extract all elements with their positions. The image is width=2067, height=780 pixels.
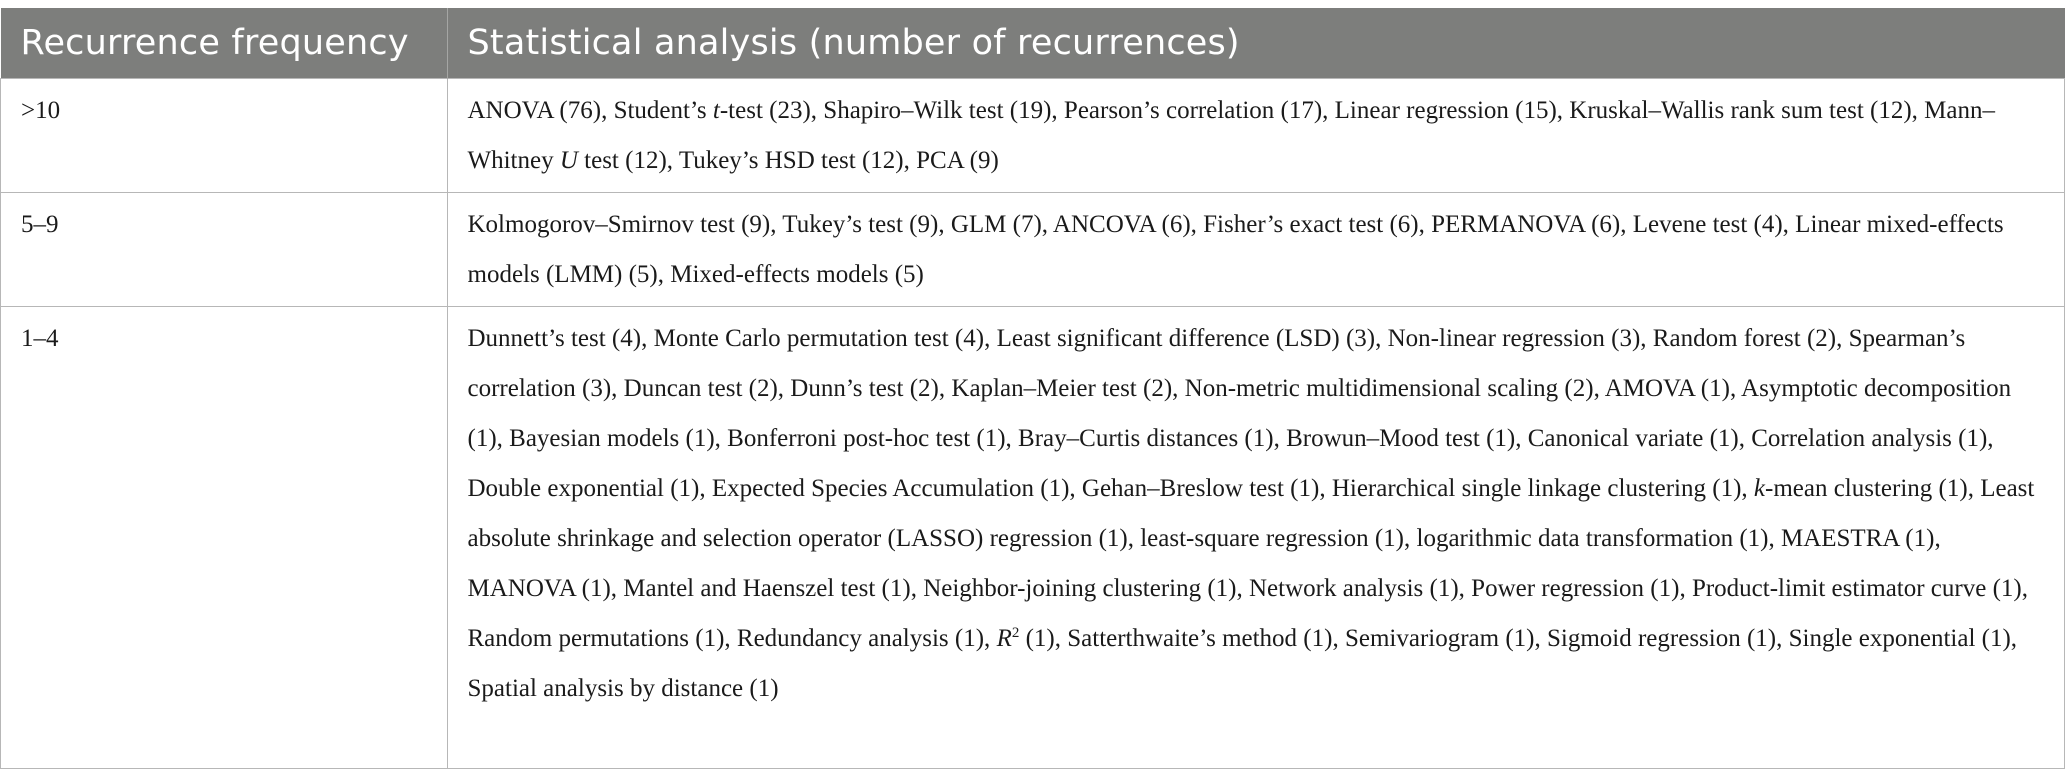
analysis-text-run: Dunnett’s test (4), Monte Carlo permutation test (4), Least significant difference (LSD) (3), Non-linear regression (3), Random forest (2), Spearman’s correlation (3), Duncan test (2), Dunn’s test (2), Kaplan–Meier test (2), Non-metric multidimensional scaling (2), AMOVA (1), Asymptotic decomposition (1), Bayesian models (1), Bonferroni post-hoc test (1), Bray–Curtis distances (1), Browun–Mood test (1), Canonical variate (1), Correlation analysis (1), Double exponential (1), Expected Species Accumulation (1), Gehan–Breslow test (1), Hierarchical single linkage clustering (1),	[467, 325, 2012, 502]
analysis-text-run: test (12), Tukey’s HSD test (12), PCA (9)	[577, 147, 999, 174]
analysis-text-run: k	[1753, 475, 1765, 502]
analysis-text-run: U	[559, 147, 578, 174]
header-recurrence-frequency: Recurrence frequency	[1, 8, 448, 79]
analysis-text-run: -test (23), Shapiro–Wilk test (19), Pearson’s correlation (17), Linear regression (15), Kruskal–Wallis rank sum test (12), Mann–Whitney	[467, 97, 1995, 174]
table-row	[1, 307, 2065, 769]
table-row	[1, 193, 2065, 307]
analysis-cell	[447, 79, 2065, 193]
analysis-text-run: ANOVA (76), Student’s	[467, 97, 713, 124]
frequency-cell: >10	[1, 79, 448, 193]
header-statistical-analysis: Statistical analysis (number of recurrences)	[447, 8, 2065, 79]
header-row	[1, 8, 2065, 79]
frequency-cell: 5–9	[1, 193, 448, 307]
analysis-text-run: Kolmogorov–Smirnov test (9), Tukey’s test (9), GLM (7), ANCOVA (6), Fisher’s exact test (6), PERMANOVA (6), Levene test (4), Linear mixed-effects models (LMM) (5), Mixed-effects models (5)	[467, 211, 2004, 288]
table-row	[1, 79, 2065, 193]
analysis-text-run: t	[712, 97, 720, 124]
statistical-analysis-table	[0, 8, 2065, 769]
analysis-text-run: 2	[1011, 625, 1020, 641]
analysis-cell	[447, 307, 2065, 769]
analysis-text-run: -mean clustering (1), Least absolute shrinkage and selection operator (LASSO) regression (1), least-square regression (1), logarithmic data transformation (1), MAESTRA (1), MANOVA (1), Mantel and Haenszel test (1), Neighbor-joining clustering (1), Network analysis (1), Power regression (1), Product-limit estimator curve (1), Random permutations (1), Redundancy analysis (1),	[467, 475, 2035, 652]
analysis-text-run: R	[996, 625, 1012, 652]
analysis-cell	[447, 193, 2065, 307]
analysis-text-run: (1), Satterthwaite’s method (1), Semivariogram (1), Sigmoid regression (1), Single exponential (1), Spatial analysis by distance (1)	[467, 625, 2018, 702]
frequency-cell: 1–4	[1, 307, 448, 769]
